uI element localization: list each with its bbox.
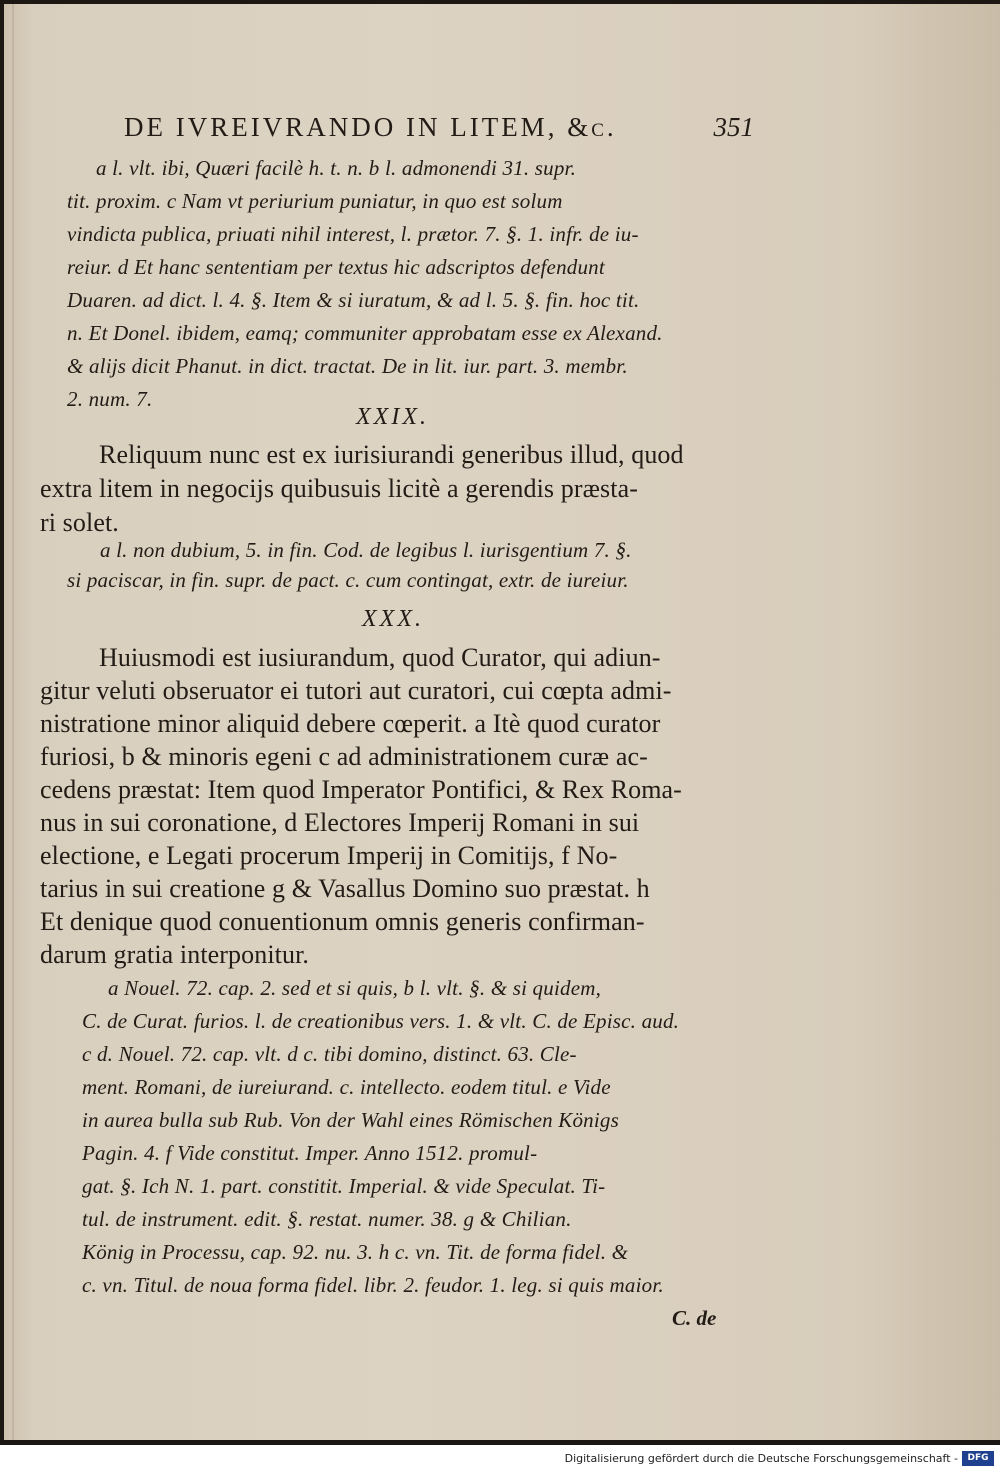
body-line: ri solet. <box>40 508 119 537</box>
note-line: & alijs dicit Phanut. in dict. tractat. De in lit. iur. part. 3. membr. <box>67 354 628 378</box>
note-line: Duaren. ad dict. l. 4. §. Item & si iuratum, & ad l. 5. §. fin. hoc tit. <box>67 288 640 312</box>
note-line: tul. de instrument. edit. §. restat. numer. 38. g & Chilian. <box>82 1207 572 1231</box>
section-heading: XXIX. <box>356 404 429 430</box>
running-title: DE IVREIVRANDO IN LITEM, &c. <box>124 112 617 142</box>
page-gutter-shadow <box>12 4 14 1440</box>
note-line: gat. §. Ich N. 1. part. constitit. Imperial. & vide Speculat. Ti- <box>82 1174 606 1198</box>
note-line: 2. num. 7. <box>67 387 153 411</box>
body-line: furiosi, b & minoris egeni c ad administrationem curæ ac- <box>40 742 648 771</box>
body-line: nus in sui coronatione, d Electores Imperij Romani in sui <box>40 808 640 837</box>
body-line: gitur veluti obseruator ei tutori aut curatori, cui cœpta admi- <box>40 676 672 705</box>
note-line: C. de Curat. furios. l. de creationibus vers. 1. & vlt. C. de Episc. aud. <box>82 1009 680 1033</box>
note-line: n. Et Donel. ibidem, eamq; communiter approbatam esse ex Alexand. <box>67 321 663 345</box>
note-line: a Nouel. 72. cap. 2. sed et si quis, b l. vlt. §. & si quidem, <box>108 976 602 1000</box>
digitization-footer <box>0 1445 1000 1474</box>
note-line: in aurea bulla sub Rub. Von der Wahl eines Römischen Königs <box>82 1108 619 1132</box>
catchword: C. de <box>672 1306 717 1330</box>
body-line: darum gratia interponitur. <box>40 940 310 969</box>
body-line: nistratione minor aliquid debere cœperit. a Itè quod curator <box>40 709 661 738</box>
note-line: Pagin. 4. f Vide constitut. Imper. Anno 1512. promul- <box>82 1141 538 1165</box>
note-line: si paciscar, in fin. supr. de pact. c. cum contingat, extr. de iureiur. <box>67 568 629 592</box>
note-line: tit. proxim. c Nam vt periurium puniatur, in quo est solum <box>67 189 563 213</box>
body-line: Et denique quod conuentionum omnis generis confirman- <box>40 907 645 936</box>
note-line: König in Processu, cap. 92. nu. 3. h c. vn. Tit. de forma fidel. & <box>82 1240 629 1264</box>
note-line: vindicta publica, priuati nihil interest, l. prætor. 7. §. 1. infr. de iu- <box>67 222 639 246</box>
page-number: 351 <box>713 112 754 142</box>
note-line: a l. vlt. ibi, Quæri facilè h. t. n. b l. admonendi 31. supr. <box>96 156 577 180</box>
body-line: tarius in sui creatione g & Vasallus Domino suo præstat. h <box>40 874 650 903</box>
note-line: reiur. d Et hanc sententiam per textus hic adscriptos defendunt <box>67 255 605 279</box>
note-line: c. vn. Titul. de noua forma fidel. libr. 2. feudor. 1. leg. si quis maior. <box>82 1273 664 1297</box>
book-page <box>4 4 1000 1440</box>
note-line: ment. Romani, de iureiurand. c. intellecto. eodem titul. e Vide <box>82 1075 611 1099</box>
note-line: c d. Nouel. 72. cap. vlt. d c. tibi domino, distinct. 63. Cle- <box>82 1042 577 1066</box>
body-line: extra litem in negocijs quibusuis licitè a gerendis præsta- <box>40 474 638 503</box>
body-line: cedens præstat: Item quod Imperator Pontifici, & Rex Roma- <box>40 775 682 804</box>
page-header <box>124 112 754 146</box>
section-heading: XXX. <box>362 606 424 632</box>
body-line: Huiusmodi est iusiurandum, quod Curator, qui adiun- <box>99 643 661 672</box>
dfg-logo-icon: DFG <box>962 1451 994 1466</box>
body-line: electione, e Legati procerum Imperij in Comitijs, f No- <box>40 841 618 870</box>
note-line: a l. non dubium, 5. in fin. Cod. de legibus l. iurisgentium 7. §. <box>100 538 632 562</box>
footer-credit: Digitalisierung gefördert durch die Deutsche Forschungsgemeinschaft - <box>564 1452 958 1465</box>
body-line: Reliquum nunc est ex iurisiurandi generibus illud, quod <box>99 440 684 469</box>
